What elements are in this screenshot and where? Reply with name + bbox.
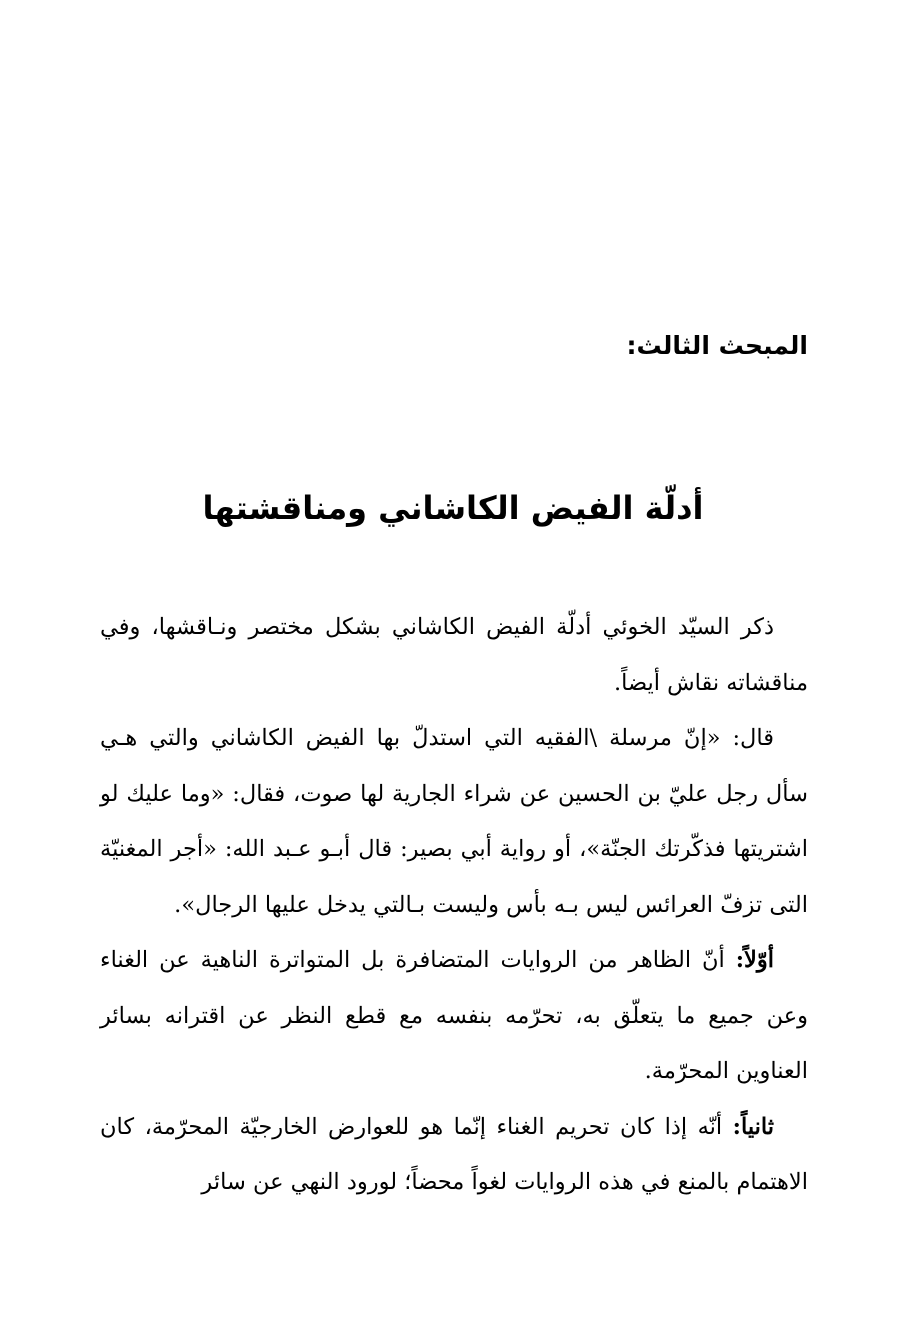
body-text	[100, 600, 808, 1211]
first-point-text: أنّ الظاهر من الروايات المتضافرة بل المتواترة الناهية عن الغناء وعن جميع ما يتعلّق به، تحرّمه بنفسه مع قطع النظر عن اقترانه بسائر العناوين المحرّمة.	[100, 947, 808, 1084]
section-label: المبحث الثالث:	[626, 331, 808, 360]
first-point-label: أوّلاً:	[735, 947, 774, 973]
second-point-text: أنّه إذا كان تحريم الغناء إنّما هو للعوارض الخارجيّة المحرّمة، كان الاهتمام بالمنع في هذه الروايات لغواً محضاً؛ لورود النهي عن سائر	[100, 1113, 808, 1195]
paragraph-first-point	[100, 933, 808, 1100]
paragraph-intro: ذكر السيّد الخوئي أدلّة الفيض الكاشاني بشكل مختصر ونـاقشها، وفي مناقشاته نقاش أيضاً.	[100, 614, 808, 696]
paragraph-quote: قال: «إنّ مرسلة \الفقيه التي استدلّ بها الفيض الكاشاني والتي هـي سأل رجل عليّ بن الحسين عن شراء الجارية لها صوت، فقال: «وما عليك لو اشتريتها فذكّرتك الجنّة»، أو رواية أبي بصير: قال أبـو عـبد الله: «أجر المغنيّة التى تزفّ العرائس ليس بـه بأس وليست بـالتي يدخل عليها الرجال».	[100, 725, 808, 918]
second-point-label: ثانياً:	[732, 1113, 774, 1140]
paragraph-second-point	[100, 1100, 808, 1211]
chapter-title: أدلّة الفيض الكاشاني ومناقشتها	[202, 489, 704, 527]
